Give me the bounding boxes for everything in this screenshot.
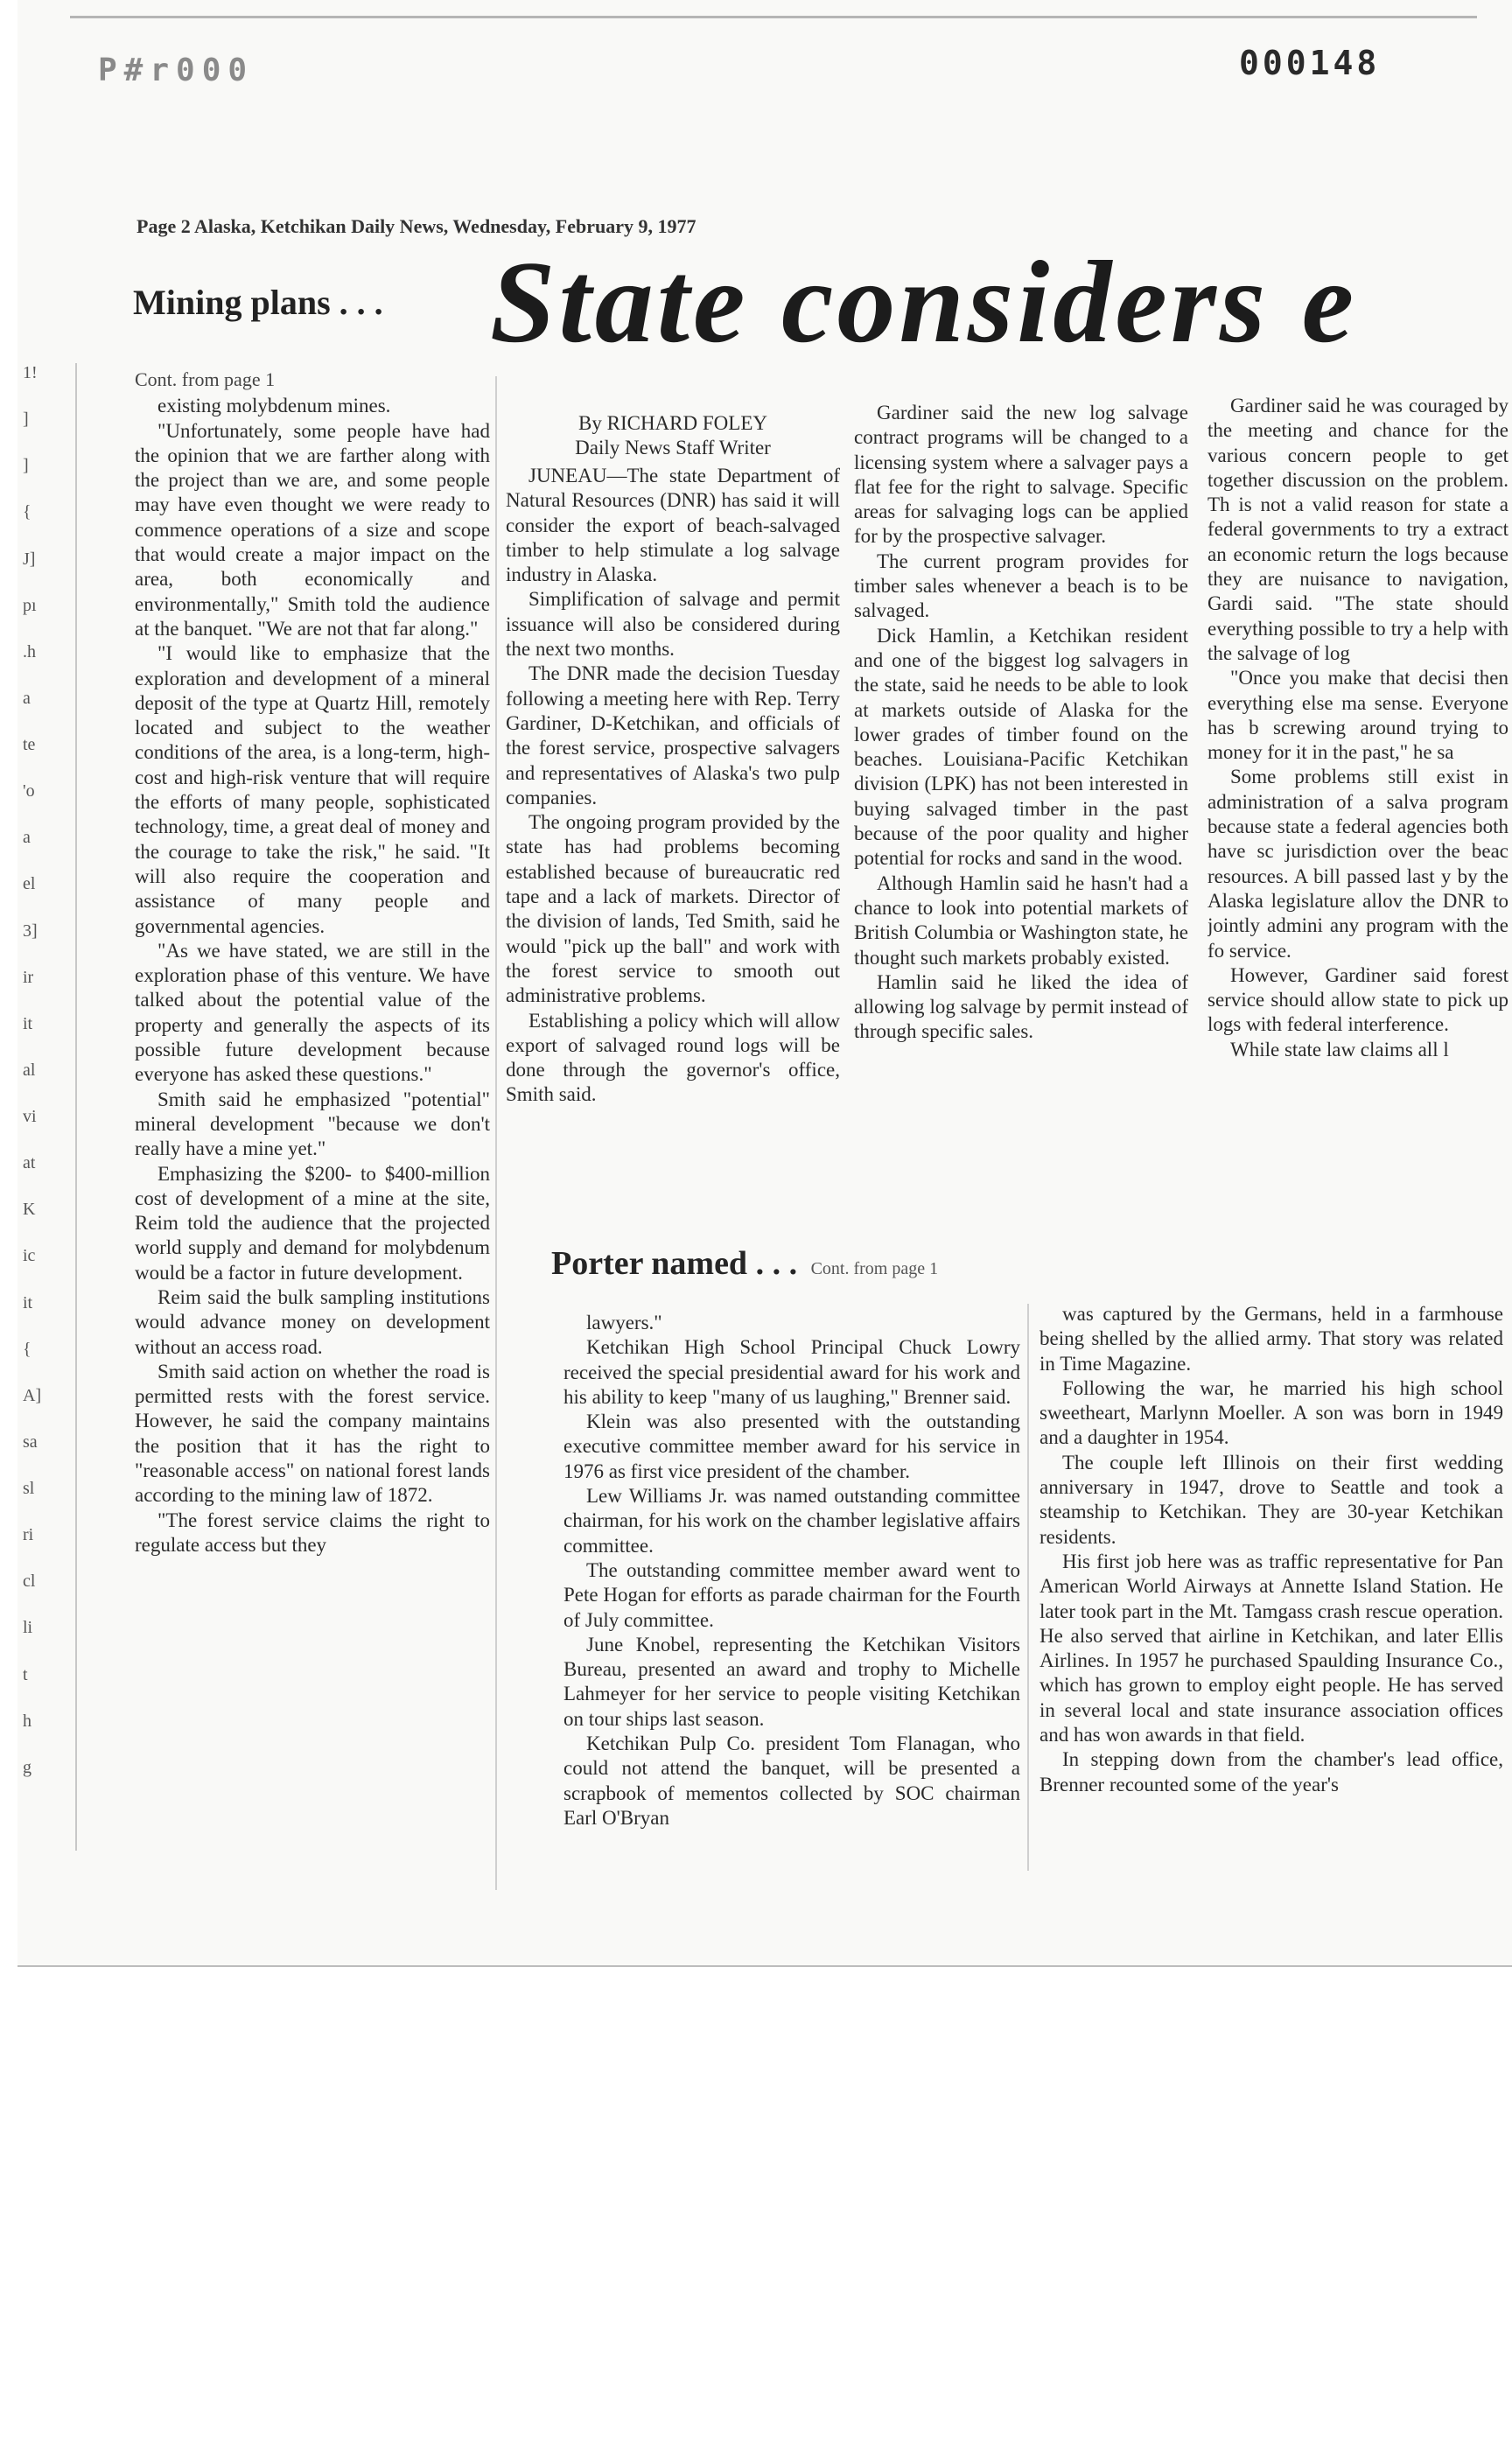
state-article-column-1 — [506, 411, 840, 1225]
mining-article-column — [135, 368, 490, 1890]
edge-text-fragment: at — [23, 1153, 36, 1172]
edge-text-fragment: J] — [23, 550, 36, 569]
edge-text-fragment: ri — [23, 1525, 34, 1544]
paragraph: lawyers." — [586, 1312, 662, 1334]
column-rule — [1027, 1304, 1029, 1871]
edge-text-fragment: { — [23, 1340, 32, 1359]
paragraph: Dick Hamlin, a Ketchikan resident and one of the biggest log salvagers in the state, said he needs to be able to look at markets outside of Alaska for the lower grades of timber found on the beaches. Louisiana-Pacific Ketchikan division (LPK) has not been interested in buying salvaged timber in the past because of the poor quality and higher potential for rocks and sand in the wood. — [854, 624, 1188, 870]
edge-text-fragment: it — [23, 1014, 33, 1033]
edge-text-fragment: vi — [23, 1107, 37, 1126]
edge-text-fragment: sl — [23, 1479, 35, 1498]
paragraph: Ketchikan Pulp Co. president Tom Flanagan, who could not attend the banquet, will be presented a scrapbook of mementos collected by SOC chairman Earl O'Bryan — [564, 1732, 1020, 1829]
paragraph: The current program provides for timber sales whenever a beach is to be salvaged. — [854, 550, 1188, 622]
state-article-column-2 — [854, 401, 1188, 1225]
scan-top-edge — [70, 16, 1477, 18]
edge-text-fragment: 3] — [23, 921, 38, 941]
left-edge-fragments — [19, 363, 77, 1851]
paragraph: Ketchikan High School Principal Chuck Lowry received the special presidential award for his work and his ability to keep "many of us laughing," Brenner said. — [564, 1336, 1020, 1408]
paragraph: Lew Williams Jr. was named outstanding committee chairman, for his work on the chamber legislative affairs committee. — [564, 1485, 1020, 1557]
edge-text-fragment: h — [23, 1712, 32, 1731]
edge-text-fragment: g — [23, 1758, 32, 1777]
porter-article-column-1 — [564, 1311, 1020, 1871]
paragraph: Emphasizing the $200- to $400-million cost of development of a mine at the site, Reim told the audience that the projected world supply and demand for molybdenum would be a factor in future development. — [135, 1162, 490, 1284]
byline-name: By RICHARD FOLEY — [578, 412, 767, 434]
paragraph: The outstanding committee member award went to Pete Hogan for efforts as parade chairman for the Fourth of July committee. — [564, 1558, 1020, 1631]
paragraph: "Once you make that decisi then everything else ma sense. Everyone has b screwing around trying to money for it in the past," he sa — [1208, 667, 1508, 764]
paragraph: Following the war, he married his high school sweetheart, Marlynn Moeller. A son was born in 1949 and a daughter in 1954. — [1040, 1376, 1503, 1449]
edge-text-fragment: t — [23, 1665, 28, 1684]
state-article-text-2 — [854, 401, 1188, 1045]
paragraph: Hamlin said he liked the idea of allowing log salvage by permit instead of through specific sales. — [854, 970, 1188, 1043]
paragraph: June Knobel, representing the Ketchikan Visitors Bureau, presented an award and trophy to Michelle Lahmeyer for her service to people visiting Ketchikan on tour ships last season. — [564, 1633, 1020, 1730]
porter-article-text-2 — [1040, 1302, 1503, 1797]
paragraph: Smith said he emphasized "potential" mineral development "because we don't really have a mine yet." — [135, 1088, 490, 1160]
mining-article-title: Mining plans . . . — [133, 283, 383, 322]
state-article-text-1 — [506, 464, 840, 1108]
porter-continued-label: Cont. from page 1 — [810, 1259, 939, 1278]
paragraph: was captured by the Germans, held in a farmhouse being shelled by the allied army. That story was related in Time Magazine. — [1040, 1303, 1503, 1375]
paragraph: In stepping down from the chamber's lead office, Brenner recounted some of the year's — [1040, 1748, 1503, 1796]
state-article-text-3 — [1208, 394, 1508, 1062]
column-rule — [495, 376, 497, 1890]
edge-text-fragment: sa — [23, 1432, 38, 1452]
mining-article-text — [135, 394, 490, 1558]
edge-text-fragment: pı — [23, 596, 37, 615]
continued-from-label: Cont. from page 1 — [135, 368, 276, 390]
edge-text-fragment: al — [23, 1060, 36, 1080]
edge-text-fragment: cl — [23, 1572, 36, 1591]
porter-article-title — [551, 1244, 938, 1283]
edge-text-fragment: 'o — [23, 781, 35, 801]
edge-text-fragment: a — [23, 689, 31, 708]
edge-text-fragment: ] — [23, 410, 29, 429]
paragraph: Klein was also presented with the outstanding executive committee member award for his service in 1976 as first vice president of the chamber. — [564, 1410, 1020, 1482]
edge-text-fragment: .h — [23, 642, 36, 662]
archive-page-number: 000148 — [1239, 44, 1381, 82]
paragraph: "The forest service claims the right to regulate access but they — [135, 1508, 490, 1556]
paragraph: His first job here was as traffic representative for Pan American World Airways at Annette Island Station. He later took part in the Mt. Tamgass crash rescue operation. He also served that airline in Ketchikan, and later Ellis Airlines. In 1957 he purchased Spaulding Insurance Co., which has grown to employ eight people. He has served in several local and state insurance association offices and has won awards in that field. — [1040, 1550, 1503, 1746]
edge-text-fragment: el — [23, 874, 36, 893]
byline-role: Daily News Staff Writer — [575, 437, 771, 458]
edge-text-fragment: te — [23, 735, 36, 754]
paragraph: The DNR made the decision Tuesday following a meeting here with Rep. Terry Gardiner, D-Ketchikan, and officials of the forest service, prospective salvagers and representatives of Alaska's two pulp companies. — [506, 662, 840, 808]
paragraph: "I would like to emphasize that the exploration and development of a mineral deposit of the type at Quartz Hill, remotely located and subject to the weather conditions of the area, is a long-term, high-cost and high-risk venture that will require the efforts of many people, sophisticated technology, time, a great deal of money and the courage to take the risk," he said. "It will also require the cooperation and assistance of many people and governmental agencies. — [135, 642, 490, 937]
paragraph: Gardiner said he was couraged by the meeting and chance for the various concern people to get together discussion on the problem. Th is not a valid reason for state a federal governments to try a extract an economic return the logs because they are nuisance to navigation, Gardi said. "The state should everything possible to try a help with the salvage of log — [1208, 395, 1508, 664]
porter-article-text-1 — [564, 1311, 1020, 1830]
byline — [506, 411, 840, 460]
paragraph: The ongoing program provided by the state has had problems becoming established because of bureaucratic red tape and a lack of markets. Director of the division of lands, Ted Smith, said he would "pick up the ball" and work with the forest service to smooth out administrative problems. — [506, 811, 840, 1007]
edge-text-fragment: ic — [23, 1246, 36, 1265]
edge-text-fragment: A] — [23, 1386, 42, 1405]
paragraph: Although Hamlin said he hasn't had a chance to look into potential markets of British Columbia or Washington state, he thought such markets probably existed. — [854, 872, 1188, 969]
state-article-column-3 — [1208, 394, 1508, 1225]
paragraph: Smith said action on whether the road is permitted rests with the forest service. However, he said the company maintains the position that it has the right to "reasonable access" on national forest lands according to the mining law of 1872. — [135, 1360, 490, 1507]
paragraph: existing molybdenum mines. — [158, 395, 391, 417]
paragraph: "Unfortunately, some people have had the opinion that we are farther along with the project than we are, and some people may have even thought we were ready to commence operations of a size and scope that would create a major impact on the area, both economically and environmentally," Smith told the audience at the banquet. "We are not that far along." — [135, 419, 490, 640]
edge-text-fragment: li — [23, 1618, 33, 1637]
porter-article-column-2 — [1040, 1302, 1503, 1871]
paragraph: Some problems still exist in administration of a salva program because state a federal agencies both have sc jurisdiction over the beac resources. A bill passed last y by the Alaska legislature allov the DNR to jointly admini any program with the fo service. — [1208, 766, 1508, 962]
edge-text-fragment: { — [23, 502, 32, 522]
paragraph: Simplification of salvage and permit issuance will also be considered during the next two months. — [506, 588, 840, 661]
archive-stamp-left: P#r000 — [98, 52, 255, 88]
paragraph: However, Gardiner said forest service should allow state to pick up logs with federal interference. — [1208, 963, 1508, 1036]
edge-text-fragment: 1! — [23, 363, 38, 382]
edge-text-fragment: it — [23, 1293, 33, 1312]
paragraph: Establishing a policy which will allow export of salvaged round logs will be done through the governor's office, Smith said. — [506, 1009, 840, 1106]
paragraph: The couple left Illinois on their first wedding anniversary in 1947, drove to Seattle and took a steamship to Ketchikan. They are 30-year Ketchikan residents. — [1040, 1451, 1503, 1548]
dateline: Page 2 Alaska, Ketchikan Daily News, Wednesday, February 9, 1977 — [136, 215, 696, 237]
paragraph: Gardiner said the new log salvage contract programs will be changed to a licensing system where a salvager pays a flat fee for the right to salvage. Specific areas for salvaging logs can be applied for by the prospective salvager. — [854, 402, 1188, 548]
paragraph: JUNEAU—The state Department of Natural Resources (DNR) has said it will consider the export of beach-salvaged timber to help stimulate a log salvage industry in Alaska. — [506, 465, 840, 586]
edge-text-fragment: a — [23, 828, 31, 847]
paragraph: "As we have stated, we are still in the exploration phase of this venture. We have talked about the potential value of the property and generally the aspects of its possible future development because everyone has asked these questions." — [135, 939, 490, 1086]
paragraph: While state law claims all l — [1230, 1038, 1449, 1060]
state-article-headline: State considers e — [490, 237, 1358, 367]
edge-text-fragment: K — [23, 1200, 36, 1219]
paragraph: Reim said the bulk sampling institutions would advance money on development without an access road. — [135, 1285, 490, 1358]
edge-text-fragment: ] — [23, 456, 29, 475]
edge-text-fragment: ir — [23, 968, 34, 987]
page-bottom-margin — [0, 1967, 1512, 2450]
porter-title-text: Porter named . . . — [551, 1245, 798, 1282]
scanned-clipping — [18, 0, 1512, 1967]
